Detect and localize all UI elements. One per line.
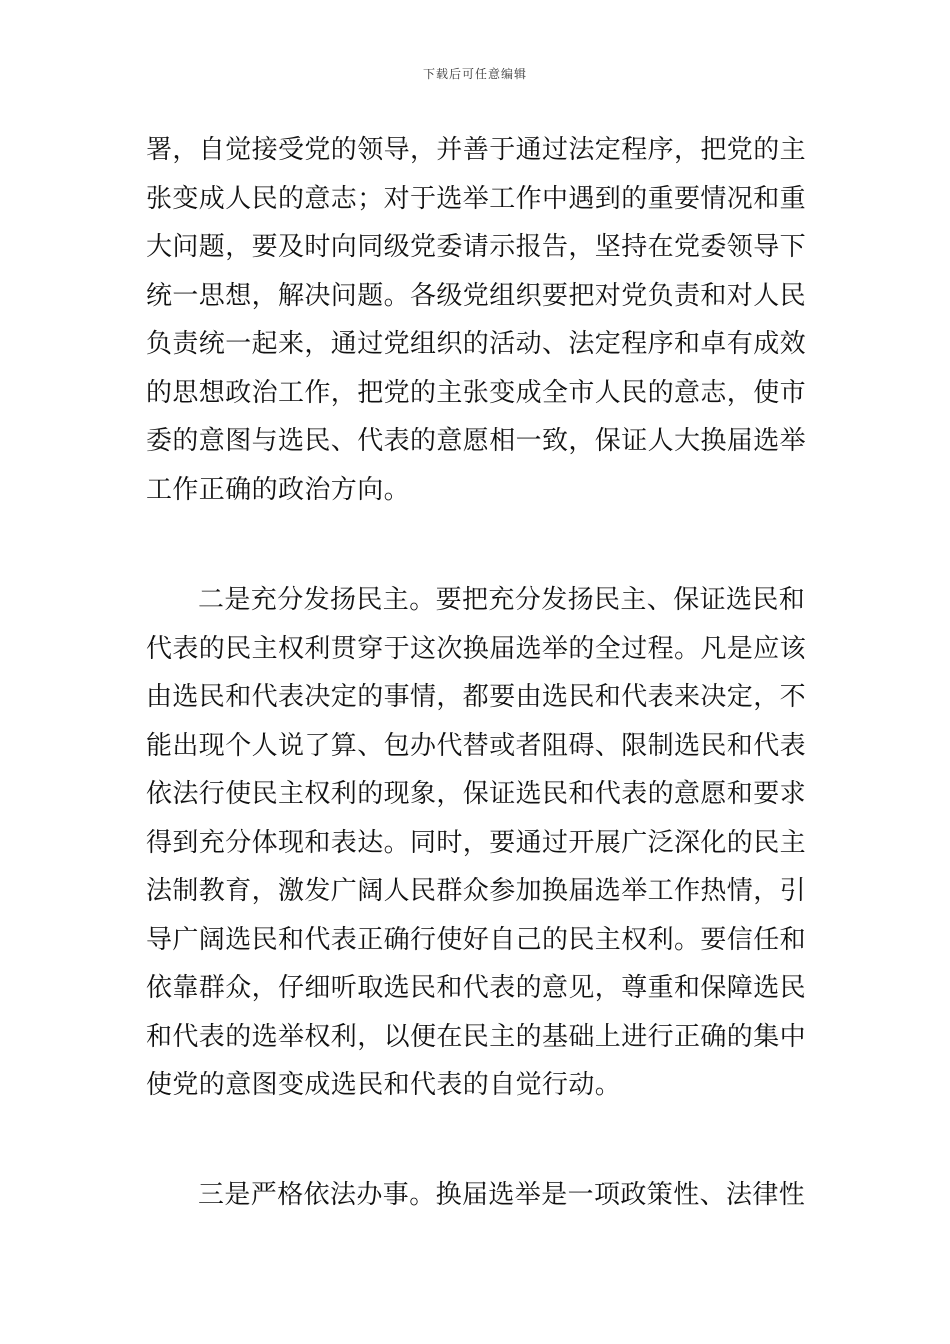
text-line: 使党的意图变成选民和代表的自觉行动。 [146, 1070, 622, 1100]
paragraph-continuation [146, 126, 810, 514]
text-line: 依靠群众，仔细听取选民和代表的意见，尊重和保障选民 [146, 973, 807, 1003]
text-line: 法制教育，激发广阔人民群众参加换届选举工作热情，引 [146, 876, 807, 906]
text-line: 工作正确的政治方向。 [146, 474, 411, 505]
text-line: 二是充分发扬民主。要把充分发扬民主、保证选民和 [198, 585, 806, 615]
paragraph-rule-of-law [146, 1171, 810, 1220]
paragraph-democracy [146, 576, 810, 1110]
text-line: 张变成人民的意志；对于选举工作中遇到的重要情况和重 [146, 183, 807, 214]
text-line: 署，自觉接受党的领导，并善于通过法定程序，把党的主 [146, 135, 807, 165]
text-line: 和代表的选举权利，以便在民主的基础上进行正确的集中 [146, 1021, 807, 1052]
text-line: 三是严格依法办事。换届选举是一项政策性、法律性 [198, 1180, 806, 1210]
text-line: 负责统一起来，通过党组织的活动、法定程序和卓有成效 [146, 329, 807, 359]
text-line: 导广阔选民和代表正确行使好自己的民主权利。要信任和 [146, 924, 807, 955]
text-line: 由选民和代表决定的事情，都要由选民和代表来决定，不 [146, 682, 807, 712]
text-line: 委的意图与选民、代表的意愿相一致，保证人大换届选举 [146, 426, 807, 456]
text-line: 统一思想，解决问题。各级党组织要把对党负责和对人民 [146, 280, 807, 311]
page-header: 下载后可任意编辑 [422, 67, 527, 81]
text-line: 能出现个人说了算、包办代替或者阻碍、限制选民和代表 [146, 730, 807, 761]
text-line: 依法行使民主权利的现象，保证选民和代表的意愿和要求 [146, 779, 807, 809]
text-line: 得到充分体现和表达。同时，要通过开展广泛深化的民主 [146, 827, 807, 858]
text-line: 代表的民主权利贯穿于这次换届选举的全过程。凡是应该 [146, 633, 807, 664]
text-line: 的思想政治工作，把党的主张变成全市人民的意志，使市 [146, 377, 807, 408]
text-line: 大问题，要及时向同级党委请示报告，坚持在党委领导下 [146, 232, 807, 262]
